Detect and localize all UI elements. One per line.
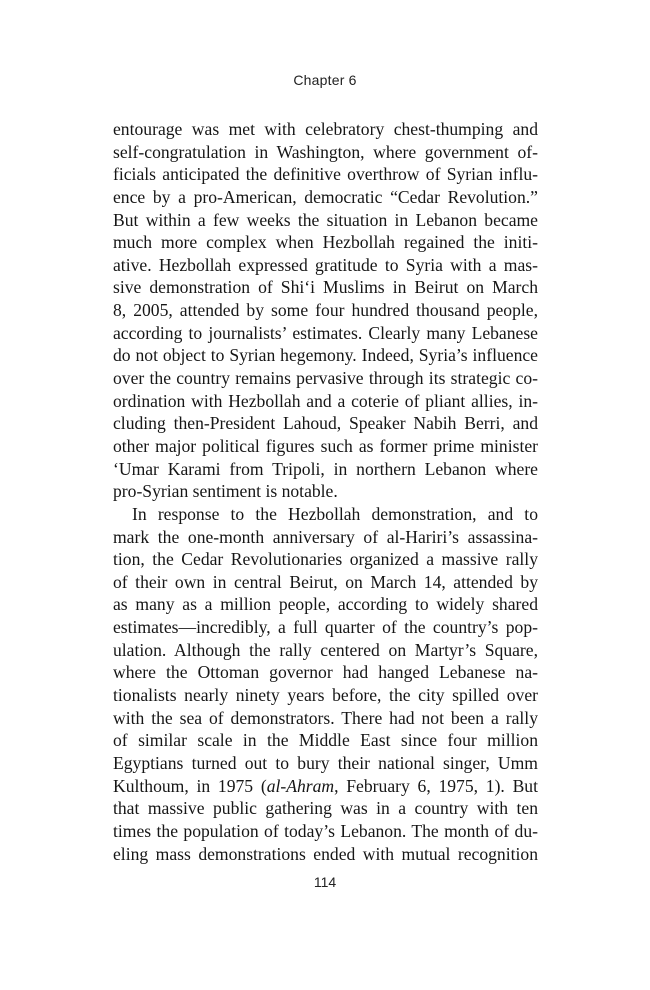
text-line: ative. Hezbollah expressed gratitude to Syria with a mas-: [113, 254, 538, 275]
text-line: ficials anticipated the definitive overthrow of Syrian influ-: [113, 164, 538, 185]
citation-line: [113, 775, 538, 798]
text-line: tion, the Cedar Revolutionaries organized a massive rally: [113, 549, 538, 570]
paragraph: [113, 503, 538, 865]
citation-text: , February 6, 1975, 1). But: [334, 775, 538, 796]
citation-text: Kulthoum, in 1975 (: [113, 775, 267, 796]
text-line: pro-Syrian sentiment is notable.: [113, 481, 338, 502]
text-line: Egyptians turned out to bury their national singer, Umm: [113, 752, 538, 773]
running-head: Chapter 6: [293, 72, 357, 88]
text-line: In response to the Hezbollah demonstration, and to: [132, 503, 538, 524]
text-line: 8, 2005, attended by some four hundred thousand people,: [113, 300, 538, 321]
text-line: ulation. Although the rally centered on Martyr’s Square,: [113, 639, 538, 660]
text-line: do not object to Syrian hegemony. Indeed, Syria’s influence: [113, 345, 538, 366]
text-line: cluding then-President Lahoud, Speaker Nabih Berri, and: [113, 413, 538, 434]
text-line: times the population of today’s Lebanon. The month of du-: [113, 820, 538, 841]
text-line: according to journalists’ estimates. Clearly many Lebanese: [113, 322, 538, 343]
text-line: other major political figures such as former prime minister: [113, 435, 538, 456]
page-number: 114: [313, 874, 337, 890]
text-line: over the country remains pervasive through its strategic co-: [113, 368, 538, 389]
text-line: ordination with Hezbollah and a coterie of pliant allies, in-: [113, 390, 538, 411]
body-text: [113, 118, 538, 865]
text-line: as many as a million people, according to widely shared: [113, 594, 538, 615]
text-line: where the Ottoman governor had hanged Lebanese na-: [113, 662, 538, 683]
text-line: sive demonstration of Shi‘i Muslims in Beirut on March: [113, 277, 538, 298]
text-line: that massive public gathering was in a country with ten: [113, 798, 538, 819]
text-line: mark the one-month anniversary of al-Hariri’s assassina-: [113, 526, 538, 547]
text-line: But within a few weeks the situation in Lebanon became: [113, 209, 538, 230]
text-line: of similar scale in the Middle East since four million: [113, 730, 538, 751]
text-line: eling mass demonstrations ended with mutual recognition: [113, 843, 538, 864]
paragraph: [113, 118, 538, 503]
text-line: with the sea of demonstrators. There had not been a rally: [113, 707, 538, 728]
citation-title: al-Ahram: [266, 775, 335, 796]
text-line: entourage was met with celebratory chest-thumping and: [113, 119, 538, 139]
text-line: tionalists nearly ninety years before, the city spilled over: [113, 685, 538, 706]
text-line: self-congratulation in Washington, where government of-: [113, 141, 538, 162]
text-line: ence by a pro-American, democratic “Cedar Revolution.”: [113, 186, 538, 207]
text-line: ‘Umar Karami from Tripoli, in northern Lebanon where: [113, 458, 538, 479]
text-line: much more complex when Hezbollah regained the initi-: [113, 232, 538, 253]
text-line: estimates—incredibly, a full quarter of the country’s pop-: [113, 617, 538, 638]
text-line: of their own in central Beirut, on March 14, attended by: [113, 571, 538, 592]
